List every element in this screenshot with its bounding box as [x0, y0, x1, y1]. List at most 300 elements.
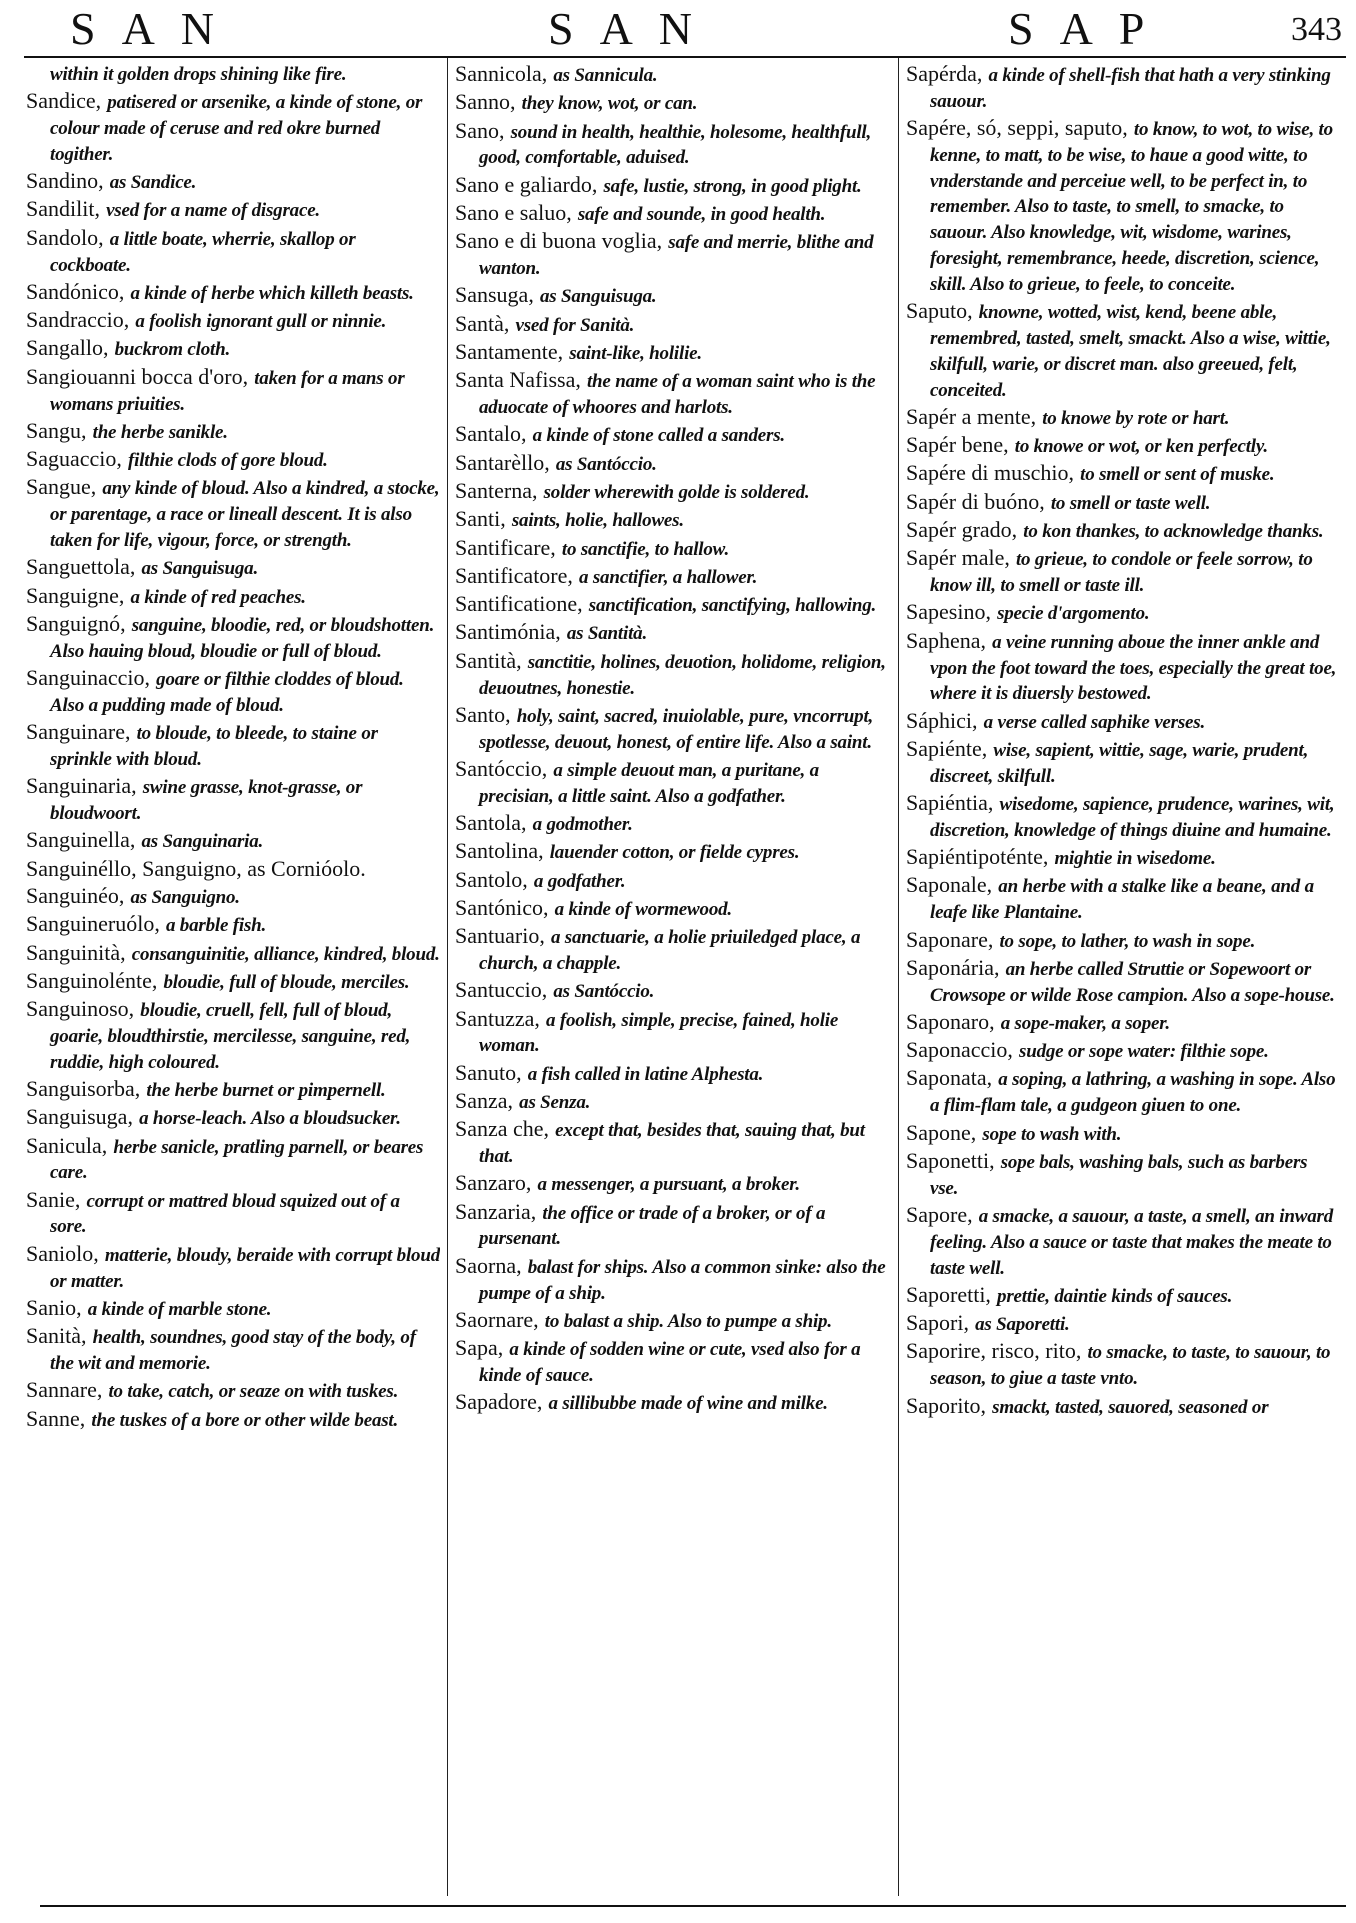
headword: Sangue, — [26, 474, 97, 500]
headword: Sanuto, — [455, 1059, 522, 1085]
dictionary-entry — [26, 912, 440, 939]
headword: Saporire, risco, rito, — [906, 1338, 1082, 1364]
headword: Sanza che, — [455, 1116, 550, 1142]
headword: Sano e galiardo, — [455, 171, 598, 197]
definition: to take, catch, or seaze on with tuskes. — [108, 1381, 399, 1403]
dictionary-entry — [906, 873, 1340, 926]
headword: Sanguigne, — [26, 582, 125, 608]
headword: Saorna, — [455, 1252, 522, 1278]
headword: Sapiéntipoténte, — [906, 844, 1049, 870]
definition: bloudie, full of bloude, merciles. — [163, 971, 410, 993]
definition: sound in health, healthie, holesome, healthfull, good, comfortable, aduised. — [479, 121, 872, 169]
definition: as Saporetti. — [975, 1314, 1070, 1336]
headword: Sanguineruólo, — [26, 911, 160, 937]
definition: to sanctifie, to hallow. — [561, 538, 729, 560]
dictionary-entry — [26, 197, 440, 224]
definition: knowne, wotted, wist, kend, beene able, remembred, tasted, smelt, smackt. Also a wise, wittie, skilfull, warie, or discret man. also greeued, felt, conceited. — [930, 302, 1331, 401]
headword: Santóccio, — [455, 755, 548, 781]
dictionary-entry — [26, 62, 440, 88]
headword: Saornare, — [455, 1306, 539, 1332]
headword: Santità, — [455, 647, 522, 673]
dictionary-entry — [906, 956, 1340, 1009]
headword: Sanità, — [26, 1323, 87, 1349]
headword: Sapiénte, — [906, 735, 988, 761]
definition: as Santóccio. — [555, 453, 657, 475]
definition: to knowe or wot, or ken perfectly. — [1014, 436, 1268, 458]
definition: the herbe burnet or pimpernell. — [146, 1079, 386, 1101]
definition: sanctitie, holines, deuotion, holidome, religion, deuoutnes, honestie. — [479, 651, 886, 699]
definition: to knowe by rote or hart. — [1042, 407, 1230, 429]
definition: the office or trade of a broker, or of a pursenant. — [479, 1202, 826, 1250]
headword: Santuccio, — [455, 977, 548, 1003]
dictionary-entry — [455, 312, 891, 339]
headword: Santónico, — [455, 894, 549, 920]
column-divider — [898, 58, 899, 1896]
dictionary-entry — [906, 791, 1340, 844]
dictionary-entry — [26, 774, 440, 827]
headword: Santi, — [455, 506, 506, 532]
headword: Santolina, — [455, 838, 544, 864]
headword: Sano, — [455, 117, 505, 143]
definition: solder wherewith golde is soldered. — [543, 481, 810, 503]
headword: Santificatore, — [455, 562, 573, 588]
dictionary-entry — [455, 340, 891, 367]
dictionary-entry — [455, 564, 891, 591]
definition: to smacke, to taste, to sauour, to season, to giue a taste vnto. — [930, 1342, 1331, 1390]
dictionary-entry — [455, 620, 891, 647]
headword: Santamente, — [455, 338, 564, 364]
definition: a kinde of marble stone. — [87, 1298, 272, 1320]
dictionary-entry — [455, 1171, 891, 1198]
definition: a kinde of shell-fish that hath a very stinking sauour. — [930, 65, 1331, 112]
dictionary-entry — [906, 1121, 1340, 1148]
headword: Sanguinità, — [26, 939, 126, 965]
dictionary-entry — [26, 308, 440, 335]
headword: Sangiouanni bocca d'oro, — [26, 363, 249, 389]
definition: an herbe called Struttie or Sopewoort or Crowsope or wilde Rose campion. Also a sope-house. — [930, 958, 1335, 1006]
dictionary-entry — [906, 1010, 1340, 1037]
dictionary-entry — [26, 997, 440, 1075]
dictionary-entry — [455, 368, 891, 421]
definition: a kinde of stone called a sanders. — [532, 425, 785, 447]
headword: Sanguisuga, — [26, 1104, 133, 1130]
dictionary-entry — [906, 1066, 1340, 1119]
dictionary-entry — [455, 173, 891, 200]
definition: the name of a woman saint who is the aduocate of whoores and harlots. — [479, 371, 876, 419]
headword: Sanno, — [455, 89, 516, 115]
definition: sanctification, sanctifying, hallowing. — [588, 595, 877, 617]
definition: sope bals, washing bals, such as barbers vse. — [930, 1151, 1308, 1199]
dictionary-entry — [26, 226, 440, 279]
headword: Saponetti, — [906, 1147, 995, 1173]
dictionary-entry — [906, 1339, 1340, 1392]
headword: Santuzza, — [455, 1005, 540, 1031]
headword: Sandónico, — [26, 278, 125, 304]
headword: Sangallo, — [26, 335, 109, 361]
dictionary-entry — [906, 1203, 1340, 1281]
headword: Sáphici, — [906, 707, 978, 733]
headword: Sanguinéllo, Sanguigno, as Cornióolo. — [26, 855, 366, 881]
dictionary-entry — [906, 62, 1340, 115]
dictionary-entry — [26, 169, 440, 196]
dictionary-entry — [26, 555, 440, 582]
definition: sanguine, bloodie, red, or bloudshotten. Also hauing bloud, bloudie or full of bloud. — [50, 614, 435, 662]
dictionary-entry — [26, 419, 440, 446]
definition: to balast a ship. Also to pumpe a ship. — [544, 1310, 832, 1332]
definition: except that, besides that, sauing that, but that. — [479, 1120, 865, 1168]
dictionary-entry — [906, 1038, 1340, 1065]
definition: vsed for Sanità. — [515, 314, 635, 336]
dictionary-entry — [26, 720, 440, 773]
definition: as Sanguigno. — [130, 886, 240, 908]
headword: Sannare, — [26, 1377, 103, 1403]
dictionary-entry — [26, 884, 440, 911]
running-head-center: SAN — [548, 3, 719, 54]
definition: as Sandice. — [109, 172, 197, 194]
dictionary-column-3 — [906, 62, 1340, 1902]
definition: a foolish, simple, precise, fained, holie woman. — [479, 1009, 839, 1057]
dictionary-entry — [455, 62, 891, 89]
headword: Saniolo, — [26, 1240, 99, 1266]
dictionary-entry — [26, 1105, 440, 1132]
headword: Santuario, — [455, 923, 545, 949]
running-head-right: SAP — [1008, 3, 1171, 54]
definition: consanguinitie, alliance, kindred, bloud. — [131, 943, 440, 965]
definition: buckrom cloth. — [114, 339, 231, 361]
headword: Santarèllo, — [455, 449, 550, 475]
dictionary-entry — [455, 90, 891, 117]
dictionary-entry — [455, 1200, 891, 1253]
definition: a foolish ignorant gull or ninnie. — [135, 311, 387, 333]
dictionary-entry — [26, 475, 440, 553]
dictionary-entry — [26, 1407, 440, 1434]
definition: a little boate, wherrie, skallop or cockboate. — [50, 228, 356, 276]
dictionary-entry — [455, 229, 891, 282]
dictionary-entry — [26, 828, 440, 855]
headword: Sandino, — [26, 168, 104, 194]
definition: as Sannicula. — [553, 65, 658, 86]
dictionary-entry — [26, 969, 440, 996]
dictionary-entry — [455, 592, 891, 619]
dictionary-entry — [455, 283, 891, 310]
definition: lauender cotton, or fielde cypres. — [549, 842, 800, 864]
headword: Sano e di buona voglia, — [455, 228, 663, 254]
headword: Sanguinéo, — [26, 882, 125, 908]
definition: filthie clods of gore bloud. — [128, 450, 328, 472]
dictionary-entry — [26, 1324, 440, 1377]
headword: Sannicola, — [455, 62, 548, 86]
definition: as Sanguisuga. — [141, 558, 259, 580]
definition: to bloude, to bleede, to staine or sprinkle with bloud. — [50, 723, 378, 770]
dictionary-entry — [455, 924, 891, 977]
definition: to know, to wot, to wise, to kenne, to matt, to be wise, to haue a good witte, to vnderstande and perceiue well, to be perfect in, to remember. Also to taste, to smell, to smacke, to sauour. Also knowledge, wit, wisdome, warines, foresight, remembrance, heede, discretion, science, skill. Also to grieue, to feele, to conceite. — [930, 119, 1333, 295]
headword: Saponare, — [906, 926, 994, 952]
definition: a kinde of sodden wine or cute, vsed also for a kinde of sauce. — [479, 1339, 861, 1386]
dictionary-entry — [455, 536, 891, 563]
headword: Sanzaro, — [455, 1170, 532, 1196]
definition: wise, sapient, wittie, sage, warie, prudent, discreet, skilfull. — [930, 739, 1309, 787]
dictionary-entry — [455, 1089, 891, 1116]
definition: holy, saint, sacred, inuiolable, pure, vncorrupt, spotlesse, deuout, honest, of entire life. Also a saint. — [479, 705, 874, 753]
definition: a kinde of herbe which killeth beasts. — [130, 282, 414, 304]
headword: Sapérda, — [906, 62, 983, 86]
dictionary-entry — [26, 1296, 440, 1323]
headword: Sapér di buóno, — [906, 488, 1045, 514]
dictionary-entry — [26, 612, 440, 665]
definition: within it golden drops shining like fire. — [50, 64, 347, 85]
definition: a godmother. — [532, 814, 633, 836]
definition: specie d'argomento. — [997, 603, 1150, 625]
headword: Sapér male, — [906, 545, 1010, 571]
headword: Santa Nafissa, — [455, 367, 581, 393]
footer-rule — [40, 1905, 1346, 1907]
dictionary-entry — [906, 709, 1340, 736]
dictionary-entry — [906, 461, 1340, 488]
dictionary-entry — [906, 1283, 1340, 1310]
headword: Sapori, — [906, 1310, 969, 1336]
dictionary-entry — [906, 1394, 1340, 1421]
dictionary-entry — [906, 928, 1340, 955]
dictionary-entry — [455, 839, 891, 866]
definition: a barble fish. — [165, 915, 267, 937]
dictionary-entry — [26, 1077, 440, 1104]
definition: as Sanguisuga. — [539, 286, 657, 308]
dictionary-entry — [455, 1117, 891, 1170]
dictionary-entry — [26, 89, 440, 167]
headword: Sanio, — [26, 1294, 82, 1320]
headword: Saguaccio, — [26, 446, 122, 472]
dictionary-entry — [26, 280, 440, 307]
dictionary-entry — [455, 119, 891, 172]
definition: a godfather. — [533, 870, 626, 892]
headword: Sapesino, — [906, 599, 991, 625]
headword: Sandraccio, — [26, 307, 130, 333]
definition: to smell or sent of muske. — [1080, 464, 1275, 486]
dictionary-entry — [455, 1390, 891, 1417]
definition: to grieue, to condole or feele sorrow, to know ill, to smell or taste ill. — [930, 549, 1313, 597]
definition: to sope, to lather, to wash in sope. — [999, 930, 1256, 952]
dictionary-entry — [455, 507, 891, 534]
headword: Santificare, — [455, 534, 556, 560]
headword: Sanguignó, — [26, 610, 126, 636]
dictionary-entry — [906, 518, 1340, 545]
dictionary-entry — [455, 1007, 891, 1060]
dictionary-entry — [455, 757, 891, 810]
headword: Saporetti, — [906, 1281, 991, 1307]
dictionary-entry — [906, 737, 1340, 790]
dictionary-entry — [906, 845, 1340, 872]
dictionary-entry — [26, 1188, 440, 1241]
headword: Sapone, — [906, 1119, 977, 1145]
definition: smackt, tasted, sauored, seasoned or — [992, 1396, 1269, 1418]
headword: Santolo, — [455, 866, 528, 892]
definition: an herbe with a stalke like a beane, and a leafe like Plantaine. — [930, 876, 1314, 924]
headword: Sanguinare, — [26, 719, 131, 745]
definition: safe and sounde, in good health. — [577, 203, 826, 225]
dictionary-entry — [906, 116, 1340, 298]
headword: Sapér grado, — [906, 517, 1018, 543]
headword: Santola, — [455, 810, 527, 836]
definition: balast for ships. Also a common sinke: also the pumpe of a ship. — [479, 1256, 886, 1304]
headword: Sanguinella, — [26, 827, 136, 853]
headword: Sapér a mente, — [906, 403, 1037, 429]
header-rule — [24, 56, 1346, 58]
definition: taken for a mans or womans priuities. — [50, 367, 405, 415]
dictionary-entry — [26, 584, 440, 611]
page-number: 343 — [1291, 11, 1342, 48]
dictionary-entry — [26, 365, 440, 418]
definition: matterie, bloudy, beraide with corrupt bloud or matter. — [50, 1244, 440, 1292]
definition: a sanctifier, a hallower. — [579, 566, 758, 588]
definition: patisered or arsenike, a kinde of stone, or colour made of ceruse and red okre burned togither. — [50, 92, 423, 165]
headword: Sapore, — [906, 1201, 973, 1227]
definition: as Santóccio. — [553, 981, 655, 1003]
dictionary-entry — [26, 1242, 440, 1295]
definition: swine grasse, knot-grasse, or bloudwoort. — [50, 777, 363, 825]
dictionary-entry — [455, 422, 891, 449]
headword: Sandilit, — [26, 196, 100, 222]
definition: prettie, daintie kinds of sauces. — [997, 1285, 1233, 1307]
headword: Santà, — [455, 310, 510, 336]
dictionary-entry — [455, 1061, 891, 1088]
dictionary-entry — [455, 896, 891, 923]
dictionary-entry — [26, 447, 440, 474]
dictionary-entry — [26, 666, 440, 719]
definition: to kon thankes, to acknowledge thanks. — [1023, 521, 1324, 543]
dictionary-entry — [455, 868, 891, 895]
definition: the herbe sanikle. — [92, 421, 228, 443]
headword: Sanguettola, — [26, 554, 136, 580]
headword: Sanie, — [26, 1186, 81, 1212]
headword: Sandice, — [26, 88, 102, 114]
dictionary-entry — [26, 857, 440, 883]
definition: safe, lustie, strong, in good plight. — [603, 175, 862, 197]
headword: Sano e saluo, — [455, 199, 572, 225]
definition: mightie in wisedome. — [1054, 848, 1216, 870]
dictionary-entry — [26, 1134, 440, 1187]
dictionary-entry — [26, 941, 440, 968]
definition: bloudie, cruell, fell, full of bloud, goarie, bloudthirstie, mercilesse, sanguine, red, ruddie, high coloured. — [50, 1000, 411, 1073]
definition: they know, wot, or can. — [521, 93, 698, 115]
definition: vsed for a name of disgrace. — [106, 200, 320, 222]
dictionary-entry — [906, 405, 1340, 432]
definition: herbe sanicle, pratling parnell, or beares care. — [50, 1136, 424, 1184]
headword: Sansuga, — [455, 282, 534, 308]
dictionary-entry — [455, 649, 891, 702]
definition: a kinde of wormewood. — [554, 898, 732, 920]
definition: as Senza. — [519, 1091, 591, 1113]
column-divider — [447, 58, 448, 1896]
headword: Sapére, só, seppi, saputo, — [906, 115, 1128, 141]
headword: Sanzaria, — [455, 1198, 537, 1224]
headword: Saponaro, — [906, 1008, 995, 1034]
headword: Santerna, — [455, 477, 538, 503]
definition: to smell or taste well. — [1050, 492, 1211, 514]
dictionary-entry — [906, 629, 1340, 707]
headword: Sanguinoso, — [26, 996, 135, 1022]
headword: Sanne, — [26, 1405, 86, 1431]
page-header — [0, 0, 1356, 58]
headword: Sapadore, — [455, 1389, 543, 1415]
dictionary-column-1 — [26, 62, 440, 1902]
definition: a sope-maker, a soper. — [1000, 1012, 1170, 1034]
dictionary-entry — [455, 479, 891, 506]
definition: sudge or sope water: filthie sope. — [1019, 1041, 1269, 1063]
dictionary-entry — [455, 451, 891, 478]
dictionary-entry — [455, 703, 891, 756]
headword: Sandolo, — [26, 224, 104, 250]
headword: Saputo, — [906, 298, 973, 324]
dictionary-entry — [455, 811, 891, 838]
definition: a veine running aboue the inner ankle and vpon the foot toward the toes, especially the great toe, where it is diuersly bestowed. — [930, 631, 1337, 705]
headword: Saponaccio, — [906, 1037, 1013, 1063]
headword: Saphena, — [906, 627, 987, 653]
dictionary-column-2 — [455, 62, 891, 1902]
headword: Sangu, — [26, 417, 87, 443]
headword: Sanguisorba, — [26, 1075, 141, 1101]
dictionary-entry — [26, 1378, 440, 1405]
dictionary-entry — [455, 1308, 891, 1335]
headword: Sanguinaria, — [26, 773, 137, 799]
definition: saint-like, holilie. — [569, 342, 702, 364]
dictionary-entry — [455, 978, 891, 1005]
definition: any kinde of bloud. Also a kindred, a stocke, or parentage, a race or lineall descent. It is also taken for life, vigour, force, or strength. — [50, 478, 440, 552]
dictionary-entry — [906, 433, 1340, 460]
definition: saints, holie, hallowes. — [511, 510, 684, 532]
running-head-left: SAN — [70, 3, 241, 54]
definition: a soping, a lathring, a washing in sope. Also a flim-flam tale, a gudgeon giuen to one. — [930, 1069, 1336, 1117]
headword: Sapa, — [455, 1335, 504, 1361]
headword: Santimónia, — [455, 619, 561, 645]
headword: Saporito, — [906, 1392, 987, 1418]
headword: Sanguinolénte, — [26, 967, 158, 993]
headword: Santo, — [455, 701, 511, 727]
dictionary-entry — [906, 490, 1340, 517]
headword: Santalo, — [455, 421, 527, 447]
definition: a sanctuarie, a holie priuiledged place, a church, a chapple. — [479, 927, 861, 974]
headword: Sanicula, — [26, 1132, 108, 1158]
definition: the tuskes of a bore or other wilde beast. — [91, 1409, 399, 1431]
definition: sope to wash with. — [982, 1123, 1122, 1145]
dictionary-entry — [26, 336, 440, 363]
definition: a fish called in latine Alphesta. — [527, 1063, 764, 1085]
definition: a horse-leach. Also a bloudsucker. — [139, 1108, 401, 1130]
definition: as Santità. — [566, 623, 647, 645]
dictionary-entry — [906, 1311, 1340, 1338]
definition: corrupt or mattred bloud squized out of a sore. — [50, 1190, 400, 1238]
headword: Saponata, — [906, 1065, 993, 1091]
dictionary-entry — [455, 1254, 891, 1307]
headword: Sapér bene, — [906, 432, 1009, 458]
headword: Saponária, — [906, 954, 1000, 980]
definition: a verse called saphike verses. — [983, 711, 1206, 733]
definition: a sillibubbe made of wine and milke. — [548, 1393, 828, 1415]
definition: goare or filthie cloddes of bloud. Also a pudding made of bloud. — [50, 669, 404, 716]
headword: Sapére di muschio, — [906, 460, 1075, 486]
definition: a kinde of red peaches. — [130, 586, 306, 608]
dictionary-entry — [455, 201, 891, 228]
headword: Sapiéntia, — [906, 790, 994, 816]
dictionary-entry — [906, 1149, 1340, 1202]
definition: a simple deuout man, a puritane, a precisian, a little saint. Also a godfather. — [479, 759, 819, 807]
definition: a messenger, a pursuant, a broker. — [537, 1174, 800, 1196]
headword: Santificatione, — [455, 591, 583, 617]
definition: as Sanguinaria. — [141, 831, 264, 853]
dictionary-entry — [906, 299, 1340, 403]
dictionary-entry — [906, 546, 1340, 599]
definition: safe and merrie, blithe and wanton. — [479, 232, 874, 280]
headword: Saponale, — [906, 872, 993, 898]
